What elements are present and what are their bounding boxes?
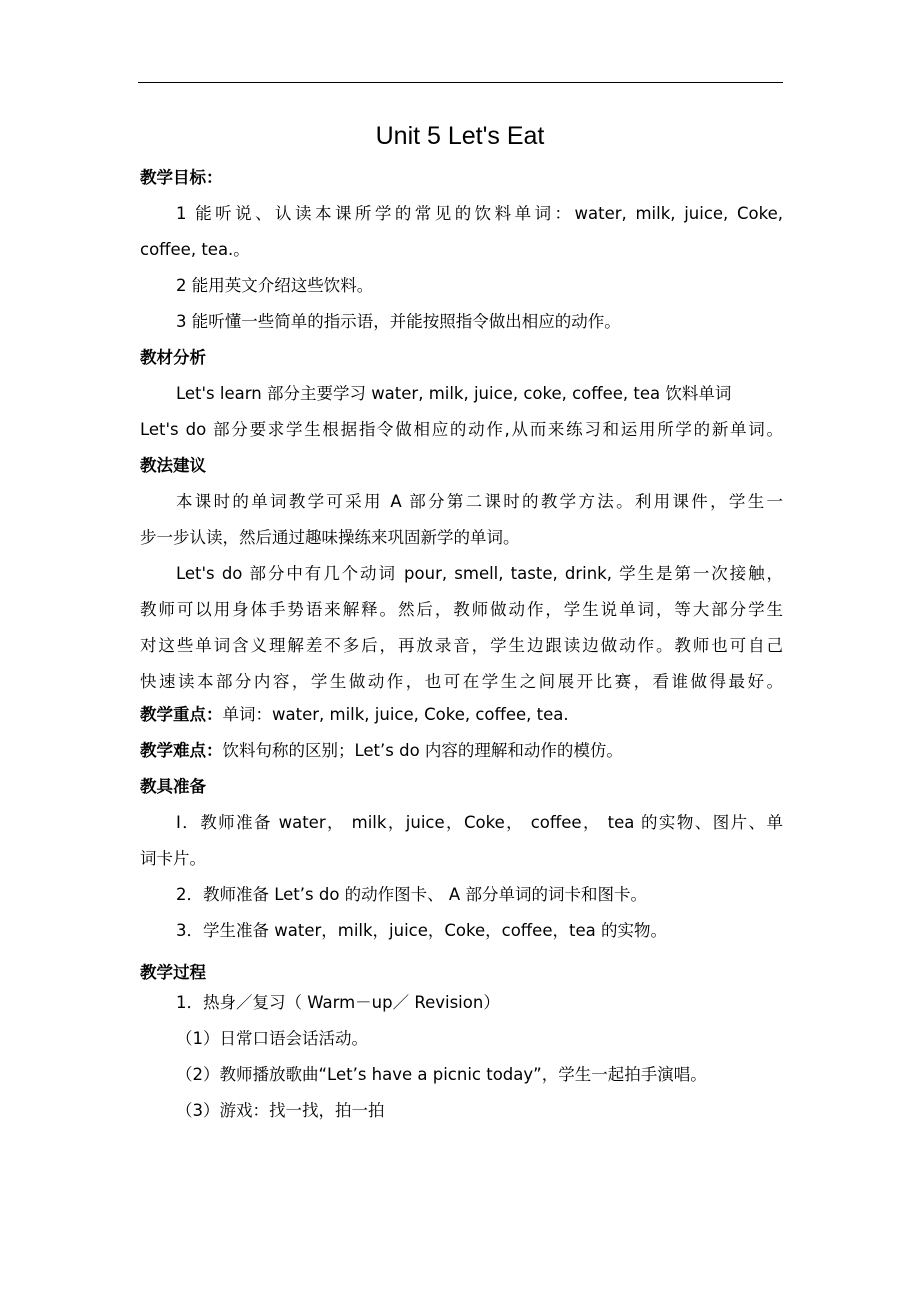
header-rule — [138, 82, 783, 83]
difficulties — [140, 739, 623, 763]
objective-1-line-1: 1 能听说、认读本课所学的常见的饮料单词：water, milk, juice, Coke, — [176, 204, 783, 223]
process-sub-1: （1）日常口语会话活动。 — [176, 1029, 368, 1048]
analysis-heading: 教材分析 — [140, 348, 206, 367]
objectives-heading: 教学目标： — [140, 168, 223, 187]
process-sub-3: （3）游戏：找一找，拍一拍 — [176, 1101, 385, 1120]
key-points-label: 教学重点： — [140, 705, 223, 724]
preparation-heading: 教具准备 — [140, 777, 206, 796]
suggestion-p1-line-2: 步一步认读，然后通过趣味操练来巩固新学的单词。 — [140, 528, 520, 547]
suggestion-p2-line-1: Let's do 部分中有几个动词 pour, smell, taste, drink, 学生是第一次接触， — [176, 564, 783, 583]
objective-3: 3 能听懂一些简单的指示语，并能按照指令做出相应的动作。 — [176, 312, 621, 331]
preparation-1-line-2: 词卡片。 — [140, 849, 206, 868]
objective-2: 2 能用英文介绍这些饮料。 — [176, 276, 374, 295]
page-title: Unit 5 Let's Eat — [375, 122, 545, 150]
key-points — [140, 703, 569, 727]
suggestion-p2-line-4: 快速读本部分内容，学生做动作，也可在学生之间展开比赛，看谁做得最好。 — [140, 672, 783, 691]
preparation-2: 2．教师准备 Let’s do 的动作图卡、 A 部分单词的词卡和图卡。 — [176, 885, 647, 904]
difficulties-label: 教学难点： — [140, 741, 223, 760]
process-heading: 教学过程 — [140, 963, 206, 982]
preparation-3: 3．学生准备 water，milk，juice，Coke，coffee，tea 的实物。 — [176, 921, 667, 940]
suggestions-heading: 教法建议 — [140, 456, 206, 475]
preparation-1-line-1: I．教师准备 water， milk，juice，Coke， coffee， tea 的实物、图片、单 — [176, 813, 783, 832]
process-sub-2: （2）教师播放歌曲“Let’s have a picnic today”，学生一起拍手演唱。 — [176, 1065, 707, 1084]
analysis-line-1: Let's learn 部分主要学习 water, milk, juice, coke, coffee, tea 饮料单词 — [176, 384, 732, 403]
key-points-text: 单词：water, milk, juice, Coke, coffee, tea. — [222, 705, 569, 724]
suggestion-p1-line-1: 本课时的单词教学可采用 A 部分第二课时的教学方法。利用课件，学生一 — [176, 492, 783, 511]
suggestion-p2-line-3: 对这些单词含义理解差不多后，再放录音，学生边跟读边做动作。教师也可自己 — [140, 636, 783, 655]
process-step-1: 1．热身／复习（ Warm－up／ Revision） — [176, 993, 500, 1012]
suggestion-p2-line-2: 教师可以用身体手势语来解释。然后，教师做动作，学生说单词，等大部分学生 — [140, 600, 783, 619]
analysis-line-2: Let's do 部分要求学生根据指令做相应的动作,从而来练习和运用所学的新单词。 — [140, 420, 783, 439]
objective-1-line-2: coffee, tea.。 — [140, 240, 250, 259]
difficulties-text: 饮料句称的区别；Let’s do 内容的理解和动作的模仿。 — [222, 741, 623, 760]
